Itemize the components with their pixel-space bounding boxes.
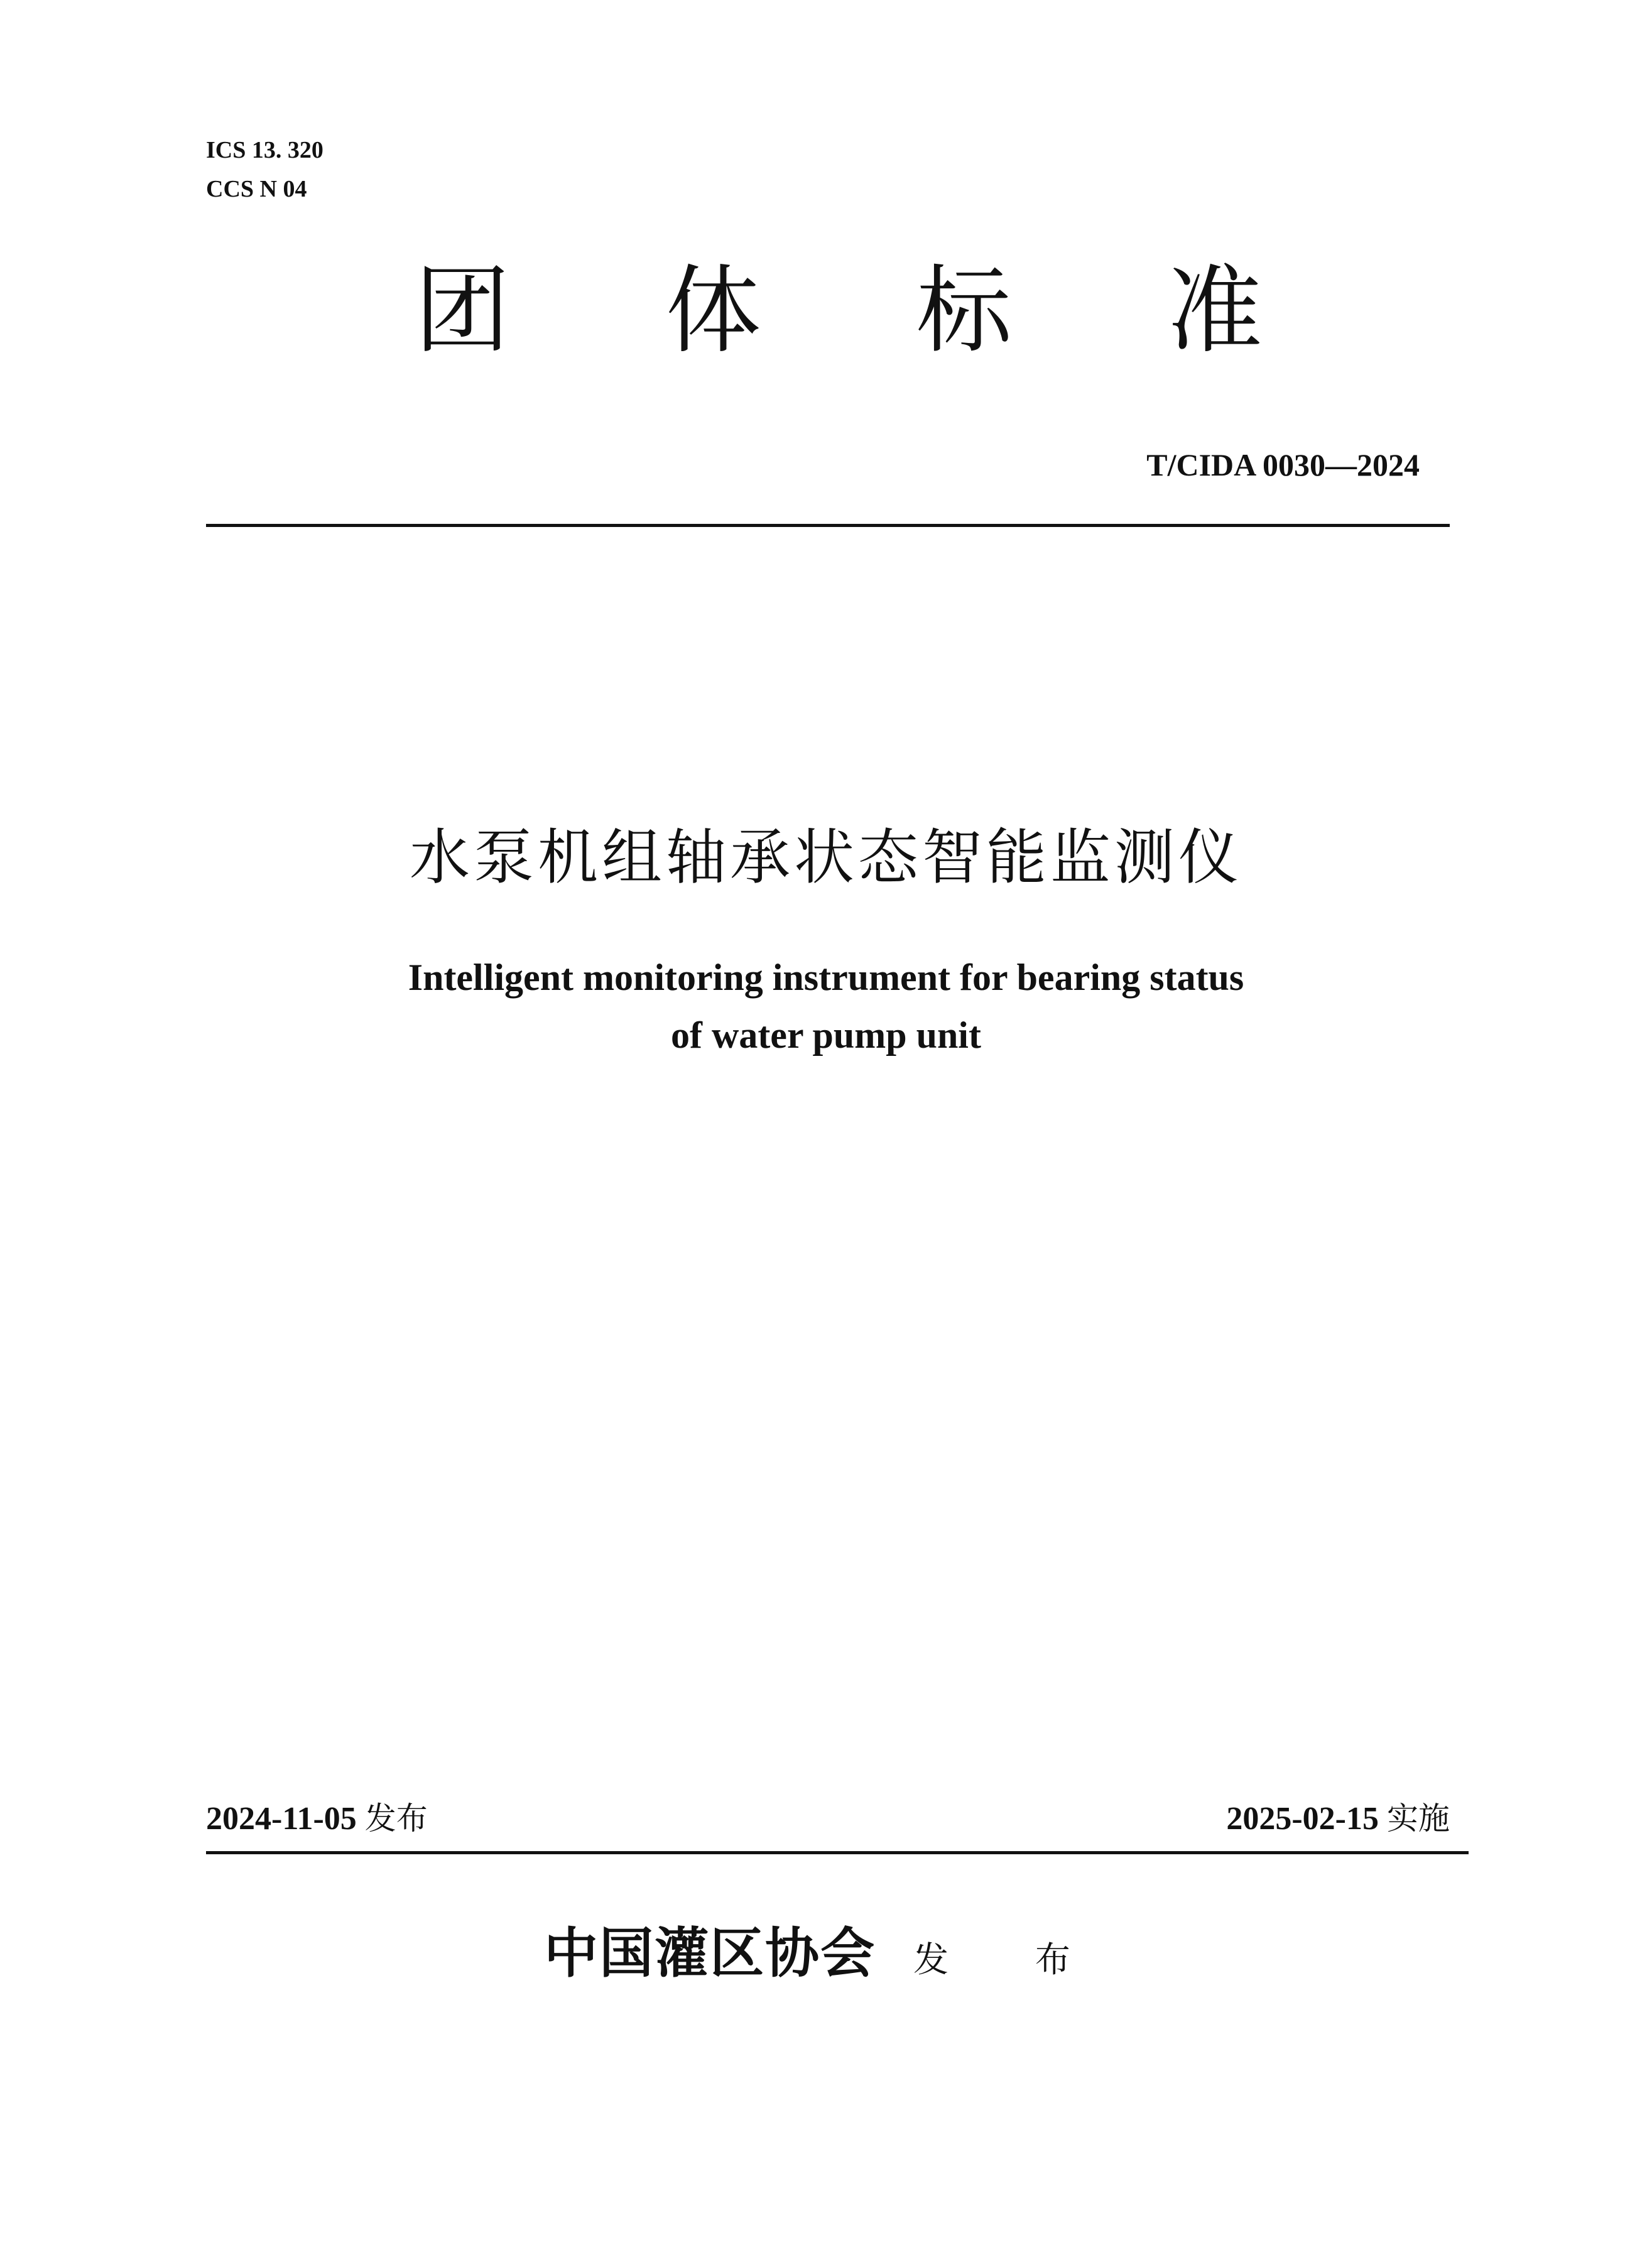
standard-type-char-3: 标 xyxy=(916,255,1012,366)
standard-number: T/CIDA 0030—2024 xyxy=(1146,447,1420,482)
top-divider xyxy=(206,524,1450,527)
title-english xyxy=(0,948,1652,1064)
implement-label: 实施 xyxy=(1387,1800,1450,1837)
title-english-line-1: Intelligent monitoring instrument for bearing status xyxy=(408,957,1244,998)
standard-type-heading xyxy=(415,251,1263,371)
implement-date: 2025-02-15 xyxy=(1226,1801,1379,1837)
issue-date-block xyxy=(206,1793,428,1844)
publisher-name: 中国灌区协会 xyxy=(544,1921,876,1985)
ccs-code: CCS N 04 xyxy=(206,176,307,202)
publisher-action: 发 布 xyxy=(913,1940,1108,1981)
standard-type-char-2: 体 xyxy=(665,255,761,366)
date-row xyxy=(206,1793,1469,1844)
title-chinese: 水泵机组轴承状态智能监测仪 xyxy=(410,822,1242,893)
classification-codes xyxy=(206,131,323,209)
publisher-row xyxy=(0,1916,1652,2007)
standard-type-char-1: 团 xyxy=(415,255,510,366)
issue-date: 2024-11-05 xyxy=(206,1801,357,1837)
implement-date-block xyxy=(1226,1793,1450,1844)
standard-type-char-4: 准 xyxy=(1166,255,1263,366)
ics-code: ICS 13. 320 xyxy=(206,137,323,163)
issue-label: 发布 xyxy=(364,1800,428,1837)
bottom-divider xyxy=(206,1851,1469,1854)
title-english-line-2: of water pump unit xyxy=(671,1014,981,1056)
